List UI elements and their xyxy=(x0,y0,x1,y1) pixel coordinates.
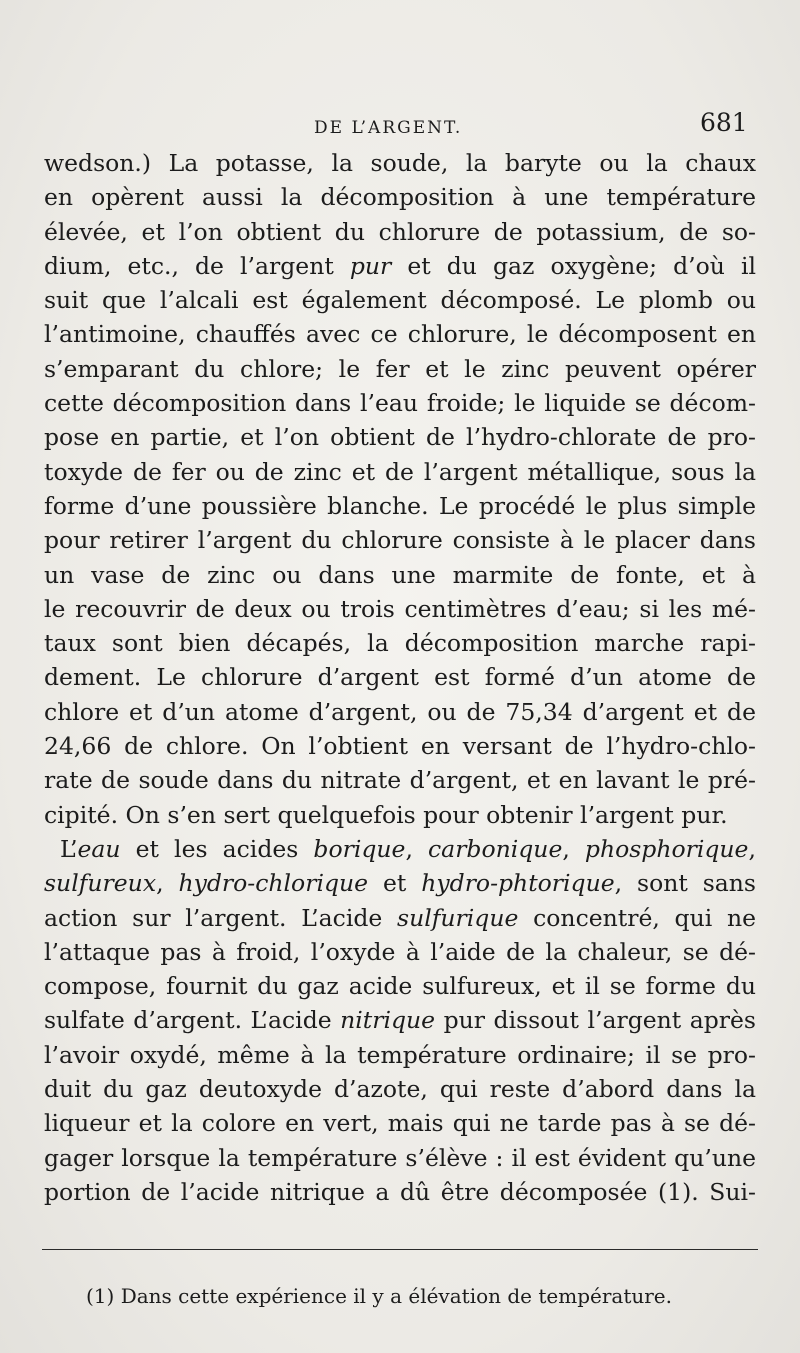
text-line xyxy=(44,386,756,420)
text-line xyxy=(44,215,756,249)
italic-term: pur xyxy=(349,251,392,280)
text-run: toxyde de fer ou de zinc et de l’argent métallique, sous la xyxy=(44,457,756,486)
text-line xyxy=(44,729,756,763)
text-run: , xyxy=(748,834,756,863)
text-run: concentré, qui ne xyxy=(518,903,756,932)
text-run: , xyxy=(405,834,429,863)
text-line xyxy=(44,317,756,351)
text-run: pur dissout l’argent après xyxy=(435,1006,756,1035)
text-run: cette décomposition dans l’eau froide; le liquide se décom- xyxy=(44,389,756,418)
text-line xyxy=(44,901,756,935)
text-run: portion de l’acide nitrique a dû être décomposée (1). Sui- xyxy=(44,1177,756,1206)
text-run: sulfate d’argent. L’acide xyxy=(44,1006,341,1035)
text-line xyxy=(44,626,756,660)
text-line xyxy=(44,1003,756,1037)
text-run: le recouvrir de deux ou trois centimètres d’eau; si les mé- xyxy=(44,594,756,623)
text-run: action sur l’argent. L’acide xyxy=(44,903,398,932)
text-line xyxy=(44,832,756,866)
italic-term: borique xyxy=(313,834,406,863)
body-text xyxy=(44,146,756,1209)
text-line xyxy=(44,866,756,900)
text-run: liqueur et la colore en vert, mais qui ne tarde pas à se dé- xyxy=(44,1109,756,1138)
text-line xyxy=(44,1141,756,1175)
page-header xyxy=(0,108,800,148)
italic-term: hydro-chlorique xyxy=(178,869,369,898)
text-line xyxy=(44,420,756,454)
text-run: compose, fournit du gaz acide sulfureux, et il se forme du xyxy=(44,972,756,1001)
text-run: duit du gaz deutoxyde d’azote, qui reste d’abord dans la xyxy=(44,1075,756,1104)
text-run: rate de soude dans du nitrate d’argent, et en lavant le pré- xyxy=(44,766,756,795)
text-line xyxy=(44,1038,756,1072)
italic-term: eau xyxy=(77,834,121,863)
text-run: et xyxy=(368,869,422,898)
text-line xyxy=(44,695,756,729)
text-run: , xyxy=(562,834,585,863)
text-run: un vase de zinc ou dans une marmite de fonte, et à xyxy=(44,560,756,589)
text-run: , sont sans xyxy=(614,869,756,898)
text-line xyxy=(44,558,756,592)
text-run: pour retirer l’argent du chlorure consiste à le placer dans xyxy=(44,526,756,555)
italic-term: carbonique xyxy=(428,834,563,863)
italic-term: sulfureux xyxy=(44,869,157,898)
text-line xyxy=(44,763,756,797)
text-line xyxy=(44,283,756,317)
text-line xyxy=(44,352,756,386)
page-number: 681 xyxy=(700,108,748,137)
text-line xyxy=(44,592,756,626)
text-line xyxy=(44,1106,756,1140)
italic-term: hydro-phtorique xyxy=(421,869,615,898)
text-line xyxy=(44,1072,756,1106)
text-line xyxy=(44,660,756,694)
text-run: dement. Le chlorure d’argent est formé d’un atome de xyxy=(44,663,756,692)
text-run: dium, etc., de l’argent xyxy=(44,251,350,280)
text-run: en opèrent aussi la décomposition à une température xyxy=(44,183,756,212)
running-title: DE L’ARGENT. xyxy=(314,118,463,138)
text-line xyxy=(44,455,756,489)
text-line xyxy=(44,180,756,214)
text-run: suit que l’alcali est également décomposé. Le plomb ou xyxy=(44,286,756,315)
text-line xyxy=(44,1175,756,1209)
footnote: (1) Dans cette expérience il y a élévation de température. xyxy=(86,1284,672,1308)
footnote-rule xyxy=(42,1249,758,1250)
text-run: l’attaque pas à froid, l’oxyde à l’aide de la chaleur, se dé- xyxy=(44,937,756,966)
text-run: taux sont bien décapés, la décomposition marche rapi- xyxy=(44,629,756,658)
text-run: , xyxy=(156,869,179,898)
text-run: s’emparant du chlore; le fer et le zinc peuvent opérer xyxy=(44,354,756,383)
text-run: L’ xyxy=(60,834,78,863)
text-run: élevée, et l’on obtient du chlorure de potassium, de so- xyxy=(44,217,756,246)
text-line xyxy=(44,798,756,832)
text-run: pose en partie, et l’on obtient de l’hydro-chlorate de pro- xyxy=(44,423,756,452)
text-run: cipité. On s’en sert quelquefois pour obtenir l’argent pur. xyxy=(44,800,728,829)
text-run: l’antimoine, chauffés avec ce chlorure, le décomposent en xyxy=(44,320,756,349)
text-line xyxy=(44,523,756,557)
text-line xyxy=(44,935,756,969)
text-run: wedson.) La potasse, la soude, la baryte ou la chaux xyxy=(44,149,756,177)
text-line xyxy=(44,249,756,283)
text-run: et du gaz oxygène; d’où il xyxy=(391,251,756,280)
text-run: l’avoir oxydé, même à la température ordinaire; il se pro- xyxy=(44,1040,756,1069)
text-line xyxy=(44,489,756,523)
text-line xyxy=(44,969,756,1003)
italic-term: sulfurique xyxy=(397,903,519,932)
text-run: chlore et d’un atome d’argent, ou de 75,34 d’argent et de xyxy=(44,697,756,726)
text-run: gager lorsque la température s’élève : il est évident qu’une xyxy=(44,1143,756,1172)
text-run: 24,66 de chlore. On l’obtient en versant de l’hydro-chlo- xyxy=(44,732,756,761)
text-run: forme d’une poussière blanche. Le procédé le plus simple xyxy=(44,491,756,520)
text-run: et les acides xyxy=(120,834,314,863)
italic-term: phosphorique xyxy=(584,834,749,863)
italic-term: nitrique xyxy=(340,1006,436,1035)
text-line xyxy=(44,146,756,180)
